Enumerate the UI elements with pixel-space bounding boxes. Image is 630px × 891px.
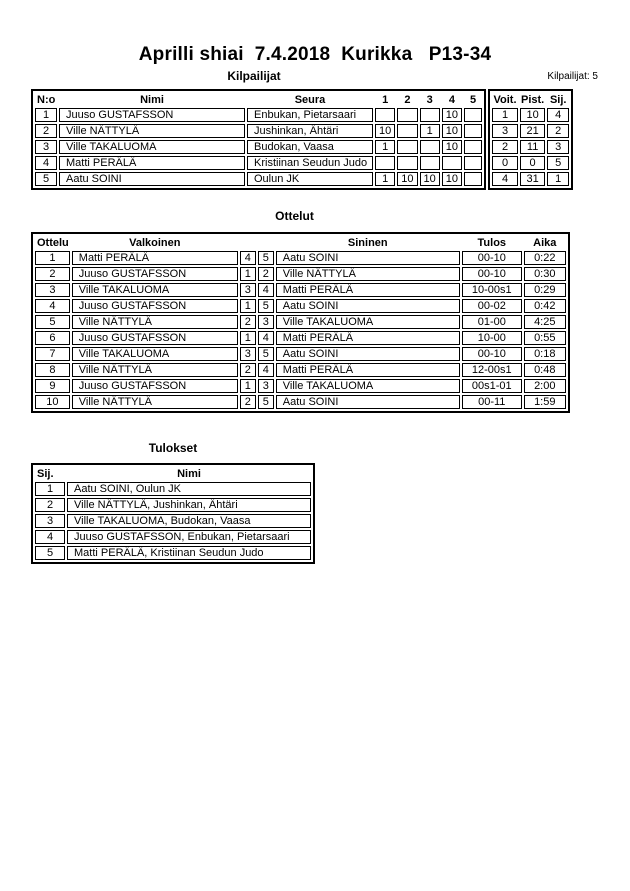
result-row	[35, 514, 311, 528]
cell-white-name: Ville NÄTTYLÄ	[72, 315, 238, 329]
match-row	[35, 347, 566, 361]
cell-no: 4	[35, 156, 57, 170]
result-row	[35, 482, 311, 496]
cell-blue-no: 4	[258, 363, 274, 377]
cell-white-name: Ville TAKALUOMA	[72, 347, 238, 361]
cell-score-2	[397, 124, 417, 138]
cell-aika: 0:30	[524, 267, 566, 281]
cell-sij: 2	[35, 498, 65, 512]
cell-aika: 0:22	[524, 251, 566, 265]
cell-white-name: Juuso GUSTAFSSON	[72, 331, 238, 345]
match-row	[35, 299, 566, 313]
col-header-round-3: 3	[426, 93, 433, 106]
cell-score-2: 10	[397, 172, 417, 186]
cell-match-no: 8	[35, 363, 70, 377]
col-header-pist: Pist.	[521, 93, 545, 106]
cell-seura: Kristiinan Seudun Judo	[247, 156, 373, 170]
cell-white-no: 1	[240, 299, 256, 313]
cell-seura: Jushinkan, Ähtäri	[247, 124, 373, 138]
cell-white-no: 2	[240, 395, 256, 409]
cell-sij: 2	[547, 124, 569, 138]
cell-tulos: 00s1-01	[462, 379, 522, 393]
competitor-row	[35, 108, 482, 122]
cell-aika: 0:55	[524, 331, 566, 345]
cell-score-5	[464, 124, 482, 138]
competitors-count-label: Kilpailijat: 5	[547, 71, 598, 82]
cell-pist: 10	[520, 108, 545, 122]
cell-voit: 3	[492, 124, 518, 138]
col-header-ottelu: Ottelu	[37, 236, 69, 249]
cell-score-1: 1	[375, 172, 395, 186]
cell-blue-no: 5	[258, 251, 274, 265]
cell-nimi: Ville TAKALUOMA, Budokan, Vaasa	[67, 514, 311, 528]
cell-no: 2	[35, 124, 57, 138]
cell-nimi: Juuso GUSTAFSSON, Enbukan, Pietarsaari	[67, 530, 311, 544]
col-header-voit: Voit.	[493, 93, 517, 106]
cell-blue-name: Aatu SOINI	[276, 251, 460, 265]
cell-blue-no: 5	[258, 299, 274, 313]
cell-pist: 21	[520, 124, 545, 138]
competitors-summary-table	[488, 89, 573, 190]
cell-score-2	[397, 108, 417, 122]
cell-match-no: 6	[35, 331, 70, 345]
cell-sij: 1	[547, 172, 569, 186]
cell-voit: 0	[492, 156, 518, 170]
cell-voit: 4	[492, 172, 518, 186]
col-header-sininen: Sininen	[347, 236, 388, 249]
summary-row	[492, 124, 569, 138]
cell-tulos: 00-10	[462, 251, 522, 265]
cell-white-no: 2	[240, 315, 256, 329]
match-row	[35, 331, 566, 345]
cell-tulos: 00-11	[462, 395, 522, 409]
cell-nimi: Juuso GUSTAFSSON	[59, 108, 245, 122]
cell-blue-name: Matti PERÄLÄ	[276, 283, 460, 297]
cell-score-3	[420, 140, 440, 154]
cell-score-4: 10	[442, 140, 462, 154]
cell-match-no: 9	[35, 379, 70, 393]
cell-sij: 5	[35, 546, 65, 560]
cell-no: 5	[35, 172, 57, 186]
cell-white-no: 3	[240, 347, 256, 361]
cell-nimi: Aatu SOINI	[59, 172, 245, 186]
cell-blue-no: 3	[258, 315, 274, 329]
summary-row	[492, 140, 569, 154]
cell-match-no: 5	[35, 315, 70, 329]
cell-blue-name: Aatu SOINI	[276, 299, 460, 313]
cell-match-no: 4	[35, 299, 70, 313]
cell-tulos: 00-10	[462, 347, 522, 361]
cell-white-no: 2	[240, 363, 256, 377]
competitor-row	[35, 140, 482, 154]
result-row	[35, 530, 311, 544]
cell-nimi: Ville TAKALUOMA	[59, 140, 245, 154]
cell-white-name: Juuso GUSTAFSSON	[72, 379, 238, 393]
cell-score-2	[397, 140, 417, 154]
results-section-heading: Tulokset	[148, 441, 198, 455]
cell-white-no: 1	[240, 379, 256, 393]
cell-score-4	[442, 156, 462, 170]
cell-no: 3	[35, 140, 57, 154]
match-row	[35, 251, 566, 265]
cell-aika: 0:42	[524, 299, 566, 313]
match-row	[35, 283, 566, 297]
cell-match-no: 1	[35, 251, 70, 265]
cell-nimi: Matti PERÄLÄ	[59, 156, 245, 170]
col-header-sij: Sij.	[37, 467, 54, 480]
cell-score-4: 10	[442, 172, 462, 186]
competitors-table	[31, 89, 486, 190]
cell-score-4: 10	[442, 108, 462, 122]
cell-blue-name: Aatu SOINI	[276, 395, 460, 409]
cell-no: 1	[35, 108, 57, 122]
cell-aika: 0:48	[524, 363, 566, 377]
cell-score-2	[397, 156, 417, 170]
cell-voit: 2	[492, 140, 518, 154]
cell-white-name: Juuso GUSTAFSSON	[72, 299, 238, 313]
cell-score-1: 1	[375, 140, 395, 154]
cell-blue-name: Ville NÄTTYLÄ	[276, 267, 460, 281]
cell-seura: Enbukan, Pietarsaari	[247, 108, 373, 122]
cell-aika: 0:18	[524, 347, 566, 361]
cell-blue-no: 2	[258, 267, 274, 281]
competitors-header-row	[35, 93, 482, 106]
cell-match-no: 3	[35, 283, 70, 297]
result-row	[35, 546, 311, 560]
match-row	[35, 379, 566, 393]
cell-nimi: Ville NÄTTYLÄ	[59, 124, 245, 138]
cell-white-name: Matti PERÄLÄ	[72, 251, 238, 265]
matches-table	[31, 232, 570, 413]
match-row	[35, 315, 566, 329]
col-header-seura: Seura	[294, 93, 326, 106]
col-header-sij: Sij.	[549, 93, 567, 106]
col-header-valkoinen: Valkoinen	[129, 236, 181, 249]
cell-tulos: 00-02	[462, 299, 522, 313]
cell-tulos: 10-00s1	[462, 283, 522, 297]
competitor-row	[35, 156, 482, 170]
cell-nimi: Matti PERÄLÄ, Kristiinan Seudun Judo	[67, 546, 311, 560]
cell-white-no: 4	[240, 251, 256, 265]
cell-score-3: 1	[420, 124, 440, 138]
cell-sij: 3	[547, 140, 569, 154]
summary-row	[492, 172, 569, 186]
cell-match-no: 10	[35, 395, 70, 409]
page-title: Aprilli shiai 7.4.2018 Kurikka P13-34	[138, 44, 492, 65]
cell-seura: Budokan, Vaasa	[247, 140, 373, 154]
col-header-nimi: Nimi	[140, 93, 164, 106]
cell-sij: 4	[547, 108, 569, 122]
col-header-round-5: 5	[469, 93, 477, 106]
cell-pist: 0	[520, 156, 545, 170]
cell-match-no: 7	[35, 347, 70, 361]
results-table	[31, 463, 315, 564]
summary-row	[492, 156, 569, 170]
cell-score-1	[375, 156, 395, 170]
col-header-no: N:o	[37, 93, 56, 106]
col-header-round-4: 4	[448, 93, 455, 106]
cell-sij: 5	[547, 156, 569, 170]
cell-blue-name: Ville TAKALUOMA	[276, 379, 460, 393]
cell-score-4: 10	[442, 124, 462, 138]
result-row	[35, 498, 311, 512]
cell-sij: 3	[35, 514, 65, 528]
cell-tulos: 10-00	[462, 331, 522, 345]
cell-blue-no: 3	[258, 379, 274, 393]
col-header-white-no	[240, 236, 256, 249]
cell-tulos: 01-00	[462, 315, 522, 329]
cell-score-5	[464, 140, 482, 154]
cell-blue-no: 4	[258, 331, 274, 345]
col-header-round-1: 1	[382, 93, 389, 106]
cell-aika: 0:29	[524, 283, 566, 297]
cell-voit: 1	[492, 108, 518, 122]
cell-score-5	[464, 172, 482, 186]
col-header-aika: Aika	[533, 236, 557, 249]
competitor-row	[35, 124, 482, 138]
cell-white-name: Ville NÄTTYLÄ	[72, 395, 238, 409]
cell-blue-name: Aatu SOINI	[276, 347, 460, 361]
cell-score-1: 10	[375, 124, 395, 138]
results-header-row	[35, 467, 311, 480]
cell-nimi: Ville NÄTTYLÄ, Jushinkan, Ähtäri	[67, 498, 311, 512]
cell-score-3: 10	[420, 172, 440, 186]
cell-white-no: 3	[240, 283, 256, 297]
cell-white-no: 1	[240, 267, 256, 281]
cell-tulos: 00-10	[462, 267, 522, 281]
cell-score-5	[464, 156, 482, 170]
cell-score-3	[420, 156, 440, 170]
cell-sij: 4	[35, 530, 65, 544]
competitors-section-heading: Kilpailijat	[227, 69, 281, 83]
cell-white-name: Juuso GUSTAFSSON	[72, 267, 238, 281]
cell-pist: 11	[520, 140, 545, 154]
matches-header-row	[35, 236, 566, 249]
cell-blue-no: 5	[258, 395, 274, 409]
cell-aika: 4:25	[524, 315, 566, 329]
cell-white-no: 1	[240, 331, 256, 345]
cell-blue-no: 4	[258, 283, 274, 297]
match-row	[35, 395, 566, 409]
match-row	[35, 267, 566, 281]
cell-white-name: Ville TAKALUOMA	[72, 283, 238, 297]
cell-seura: Oulun JK	[247, 172, 373, 186]
col-header-nimi: Nimi	[177, 467, 201, 480]
cell-blue-name: Ville TAKALUOMA	[276, 315, 460, 329]
cell-tulos: 12-00s1	[462, 363, 522, 377]
cell-blue-no: 5	[258, 347, 274, 361]
cell-sij: 1	[35, 482, 65, 496]
matches-section-heading: Ottelut	[275, 209, 314, 223]
match-row	[35, 363, 566, 377]
summary-row	[492, 108, 569, 122]
cell-pist: 31	[520, 172, 545, 186]
cell-blue-name: Matti PERÄLÄ	[276, 331, 460, 345]
summary-header-row	[492, 93, 569, 106]
cell-aika: 2:00	[524, 379, 566, 393]
cell-blue-name: Matti PERÄLÄ	[276, 363, 460, 377]
col-header-round-2: 2	[404, 93, 411, 106]
cell-score-1	[375, 108, 395, 122]
competitor-row	[35, 172, 482, 186]
col-header-blue-no	[258, 236, 274, 249]
col-header-tulos: Tulos	[477, 236, 507, 249]
cell-white-name: Ville NÄTTYLÄ	[72, 363, 238, 377]
competitors-table-group	[31, 89, 573, 190]
cell-score-3	[420, 108, 440, 122]
cell-score-5	[464, 108, 482, 122]
cell-aika: 1:59	[524, 395, 566, 409]
cell-nimi: Aatu SOINI, Oulun JK	[67, 482, 311, 496]
cell-match-no: 2	[35, 267, 70, 281]
